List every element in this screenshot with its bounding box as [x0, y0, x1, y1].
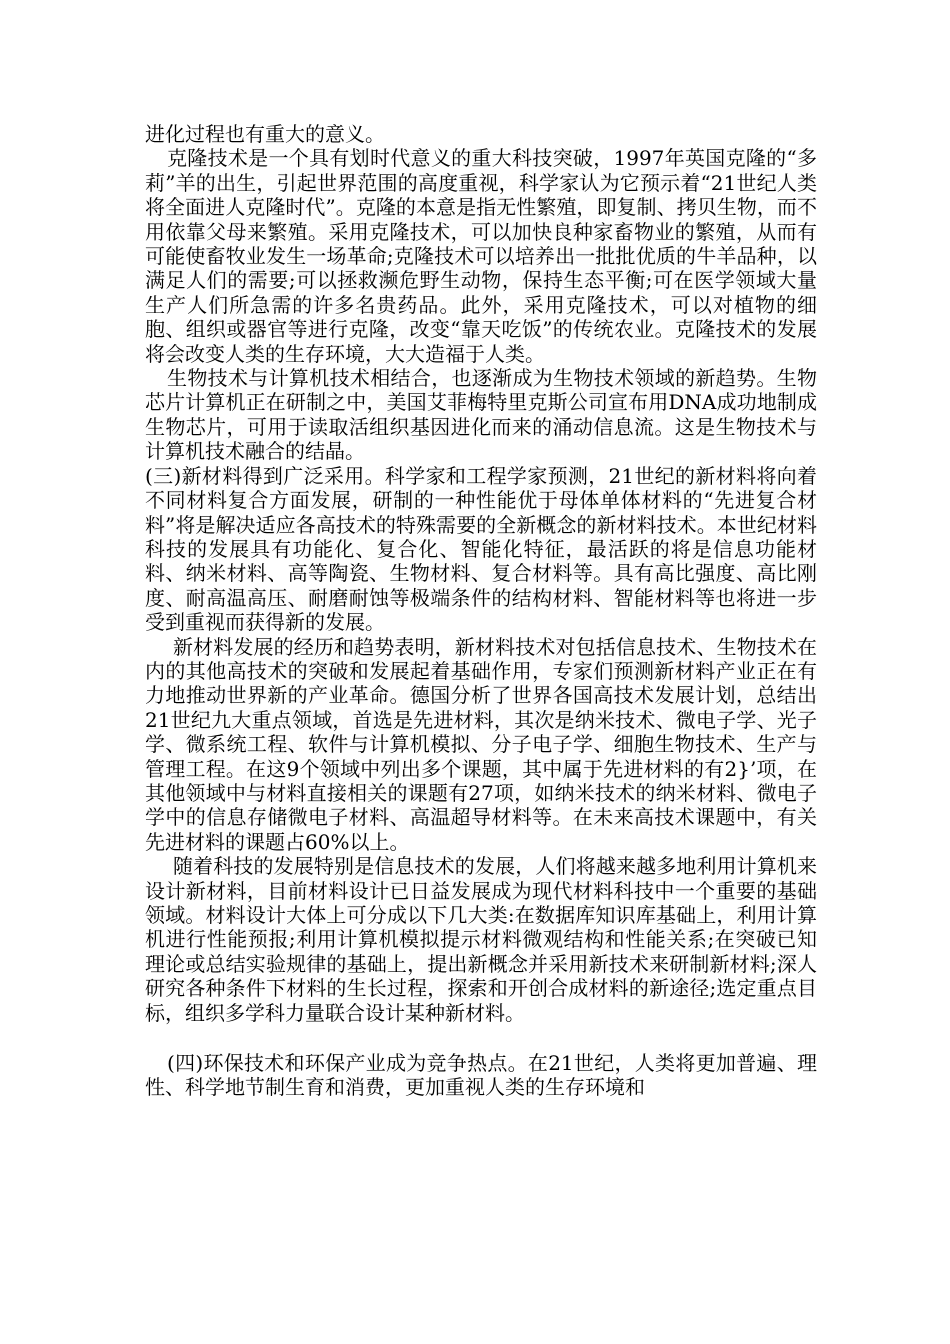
paragraph-new-materials: (三)新材料得到广泛采用。科学家和工程学家预测，21世纪的新材料将向着不同材料复合方面发展，研制的一种性能优于母体单体材料的“先进复合材料”将是解决适应各高技术的特殊需要的全新概念的新材料技术。本世纪材料科技的发展具有功能化、复合化、智能化特征，最活跃的将是信息功能材料、纳米材料、高等陶瓷、生物材料、复合材料等。具有高比强度、高比刚度、耐高温高压、耐磨耐蚀等极端条件的结构材料、智能材料等也将进一步受到重视而获得新的发展。 [145, 463, 817, 635]
paragraph-materials-trends: 新材料发展的经历和趋势表明，新材料技术对包括信息技术、生物技术在内的其他高技术的突破和发展起着基础作用，专家们预测新材料产业正在有力地推动世界新的产业革命。德国分析了世界各国高技术发展计划，总结出21世纪九大重点领域，首选是先进材料，其次是纳米技术、微电子学、光子学、微系统工程、软件与计算机模拟、分子电子学、细胞生物技术、生产与管理工程。在这9个领域中列出多个课题，其中属于先进材料的有2}’项，在其他领域中与材料直接相关的课题有27项，如纳米技术的纳米材料、微电子学中的信息存储微电子材料、高温超导材料等。在未来高技术课题中，有关先进材料的课题占60%以上。 [145, 634, 817, 854]
paragraph-evolution-end: 进化过程也有重大的意义。 [145, 122, 385, 146]
paragraph-materials-design: 随着科技的发展特别是信息技术的发展，人们将越来越多地利用计算机来设计新材料，目前材料设计已日益发展成为现代材料科技中一个重要的基础领域。材料设计大体上可分成以下几大类:在数据库知识库基础上，利用计算机进行性能预报;利用计算机模拟提示材料微观结构和性能关系;在突破已知理论或总结实验规律的基础上，提出新概念并采用新技术来研制新材料;深人研究各种条件下材料的生长过程，探索和开创合成材料的新途径;选定重点目标，组织多学科力量联合设计某种新材料。 [145, 854, 817, 1025]
paragraph-cloning-technology: 克隆技术是一个具有划时代意义的重大科技突破，1997年英国克隆的“多莉”羊的出生，引起世界范围的高度重视，科学家认为它预示着“21世纪人类将全面进人克隆时代”。克隆的本意是指无性繁殖，即复制、拷贝生物，而不用依靠父母来繁殖。采用克隆技术，可以加快良种家畜物业的繁殖，从而有可能使畜牧业发生一场革命;克隆技术可以培养出一批批优质的牛羊品种，以满足人们的需要;可以拯救濒危野生动物，保持生态平衡;可在医学领域大量生产人们所急需的许多名贵药品。此外，采用克隆技术，可以对植物的细胞、组织或器官等进行克隆，改变“靠天吃饭”的传统农业。克隆技术的发展将会改变人类的生存环境，大大造福于人类。 [145, 146, 817, 366]
paragraph-biocomputing: 生物技术与计算机技术相结合，也逐渐成为生物技术领域的新趋势。生物芯片计算机正在研制之中，美国艾菲梅特里克斯公司宣布用DNA成功地制成生物芯片，可用于读取活组织基因进化而来的涌动信息流。这是生物技术与计算机技术融合的结晶。 [145, 366, 817, 464]
paragraph-gap [145, 1025, 817, 1051]
paragraph-environmental-tech: (四)环保技术和环保产业成为竞争热点。在21世纪，人类将更加普遍、理性、科学地节制生育和消费，更加重视人类的生存环境和 [145, 1051, 817, 1100]
document-page [145, 122, 817, 1100]
